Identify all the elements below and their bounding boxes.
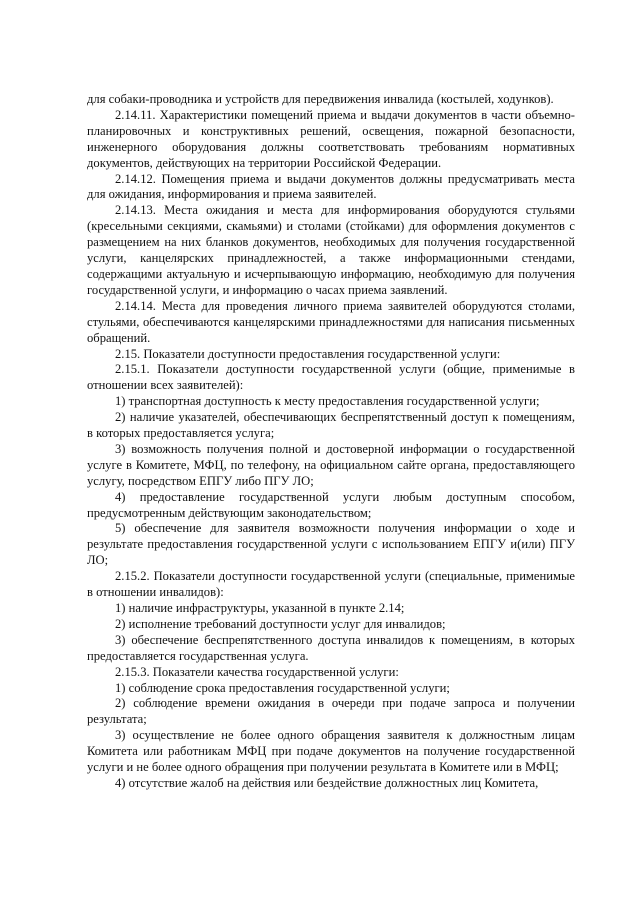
paragraph: 2.14.11. Характеристики помещений приема и выдачи документов в части объемно-планировочных и конструктивных решений, освещения, пожарной безопасности, инженерного оборудования должны соответствовать требованиям нормативных документов, действующих на территории Российской Федерации. [87, 107, 575, 170]
list-item: 3) возможность получения полной и достоверной информации о государственной услуге в Комитете, МФЦ, по телефону, на официальном сайте органа, предоставляющего услугу, посредством ЕПГУ либо ПГУ ЛО; [87, 441, 575, 488]
paragraph: 2.15.3. Показатели качества государственной услуги: [115, 664, 399, 679]
list-item: 4) предоставление государственной услуги любым доступным способом, предусмотренным действующим законодательством; [87, 489, 575, 520]
paragraph: 2.14.12. Помещения приема и выдачи документов должны предусматривать места для ожидания, информирования и приема заявителей. [87, 171, 575, 202]
list-item: 3) осуществление не более одного обращения заявителя к должностным лицам Комитета или работникам МФЦ при подаче документов на получение государственной услуги и не более одного обращения при получении результата в Комитете или в МФЦ; [87, 728, 575, 775]
list-item: 1) наличие инфраструктуры, указанной в пункте 2.14; [115, 601, 405, 615]
document-page [87, 92, 575, 792]
list-item: 3) обеспечение беспрепятственного доступа инвалидов к помещениям, в которых предоставляется государственная услуга. [87, 632, 575, 663]
paragraph: 2.15.1. Показатели доступности государственной услуги (общие, применимые в отношении всех заявителей): [87, 362, 575, 393]
list-item: 4) отсутствие жалоб на действия или бездействие должностных лиц Комитета, [115, 775, 539, 790]
list-item: 1) транспортная доступность к месту предоставления государственной услуги; [115, 394, 540, 409]
paragraph: 2.14.13. Места ожидания и места для информирования оборудуются стульями (кресельными секциями, скамьями) и столами (стойками) для оформления документов с размещением на них бланков документов, необходимых для получения государственной услуги, канцелярских принадлежностей, а также информационными стендами, содержащими актуальную и исчерпывающую информацию, необходимую для получения государственной услуги, и информацию о часах приема заявлений. [87, 203, 575, 297]
paragraph: для собаки-проводника и устройств для передвижения инвалида (костылей, ходунков). [87, 92, 554, 106]
list-item: 2) соблюдение времени ожидания в очереди при подаче запроса и получении результата; [87, 696, 575, 727]
list-item: 2) наличие указателей, обеспечивающих беспрепятственный доступ к помещениям, в которых предоставляется услуга; [87, 410, 575, 441]
list-item: 5) обеспечение для заявителя возможности получения информации о ходе и результате предоставления государственной услуги с использованием ЕПГУ и(или) ПГУ ЛО; [87, 521, 575, 568]
paragraph: 2.15.2. Показатели доступности государственной услуги (специальные, применимые в отношении инвалидов): [87, 569, 575, 600]
paragraph: 2.14.14. Места для проведения личного приема заявителей оборудуются столами, стульями, обеспечиваются канцелярскими принадлежностями для написания письменных обращений. [87, 298, 575, 345]
list-item: 1) соблюдение срока предоставления государственной услуги; [115, 680, 450, 695]
section-heading: 2.15. Показатели доступности предоставления государственной услуги: [115, 346, 501, 361]
list-item: 2) исполнение требований доступности услуг для инвалидов; [115, 616, 446, 631]
